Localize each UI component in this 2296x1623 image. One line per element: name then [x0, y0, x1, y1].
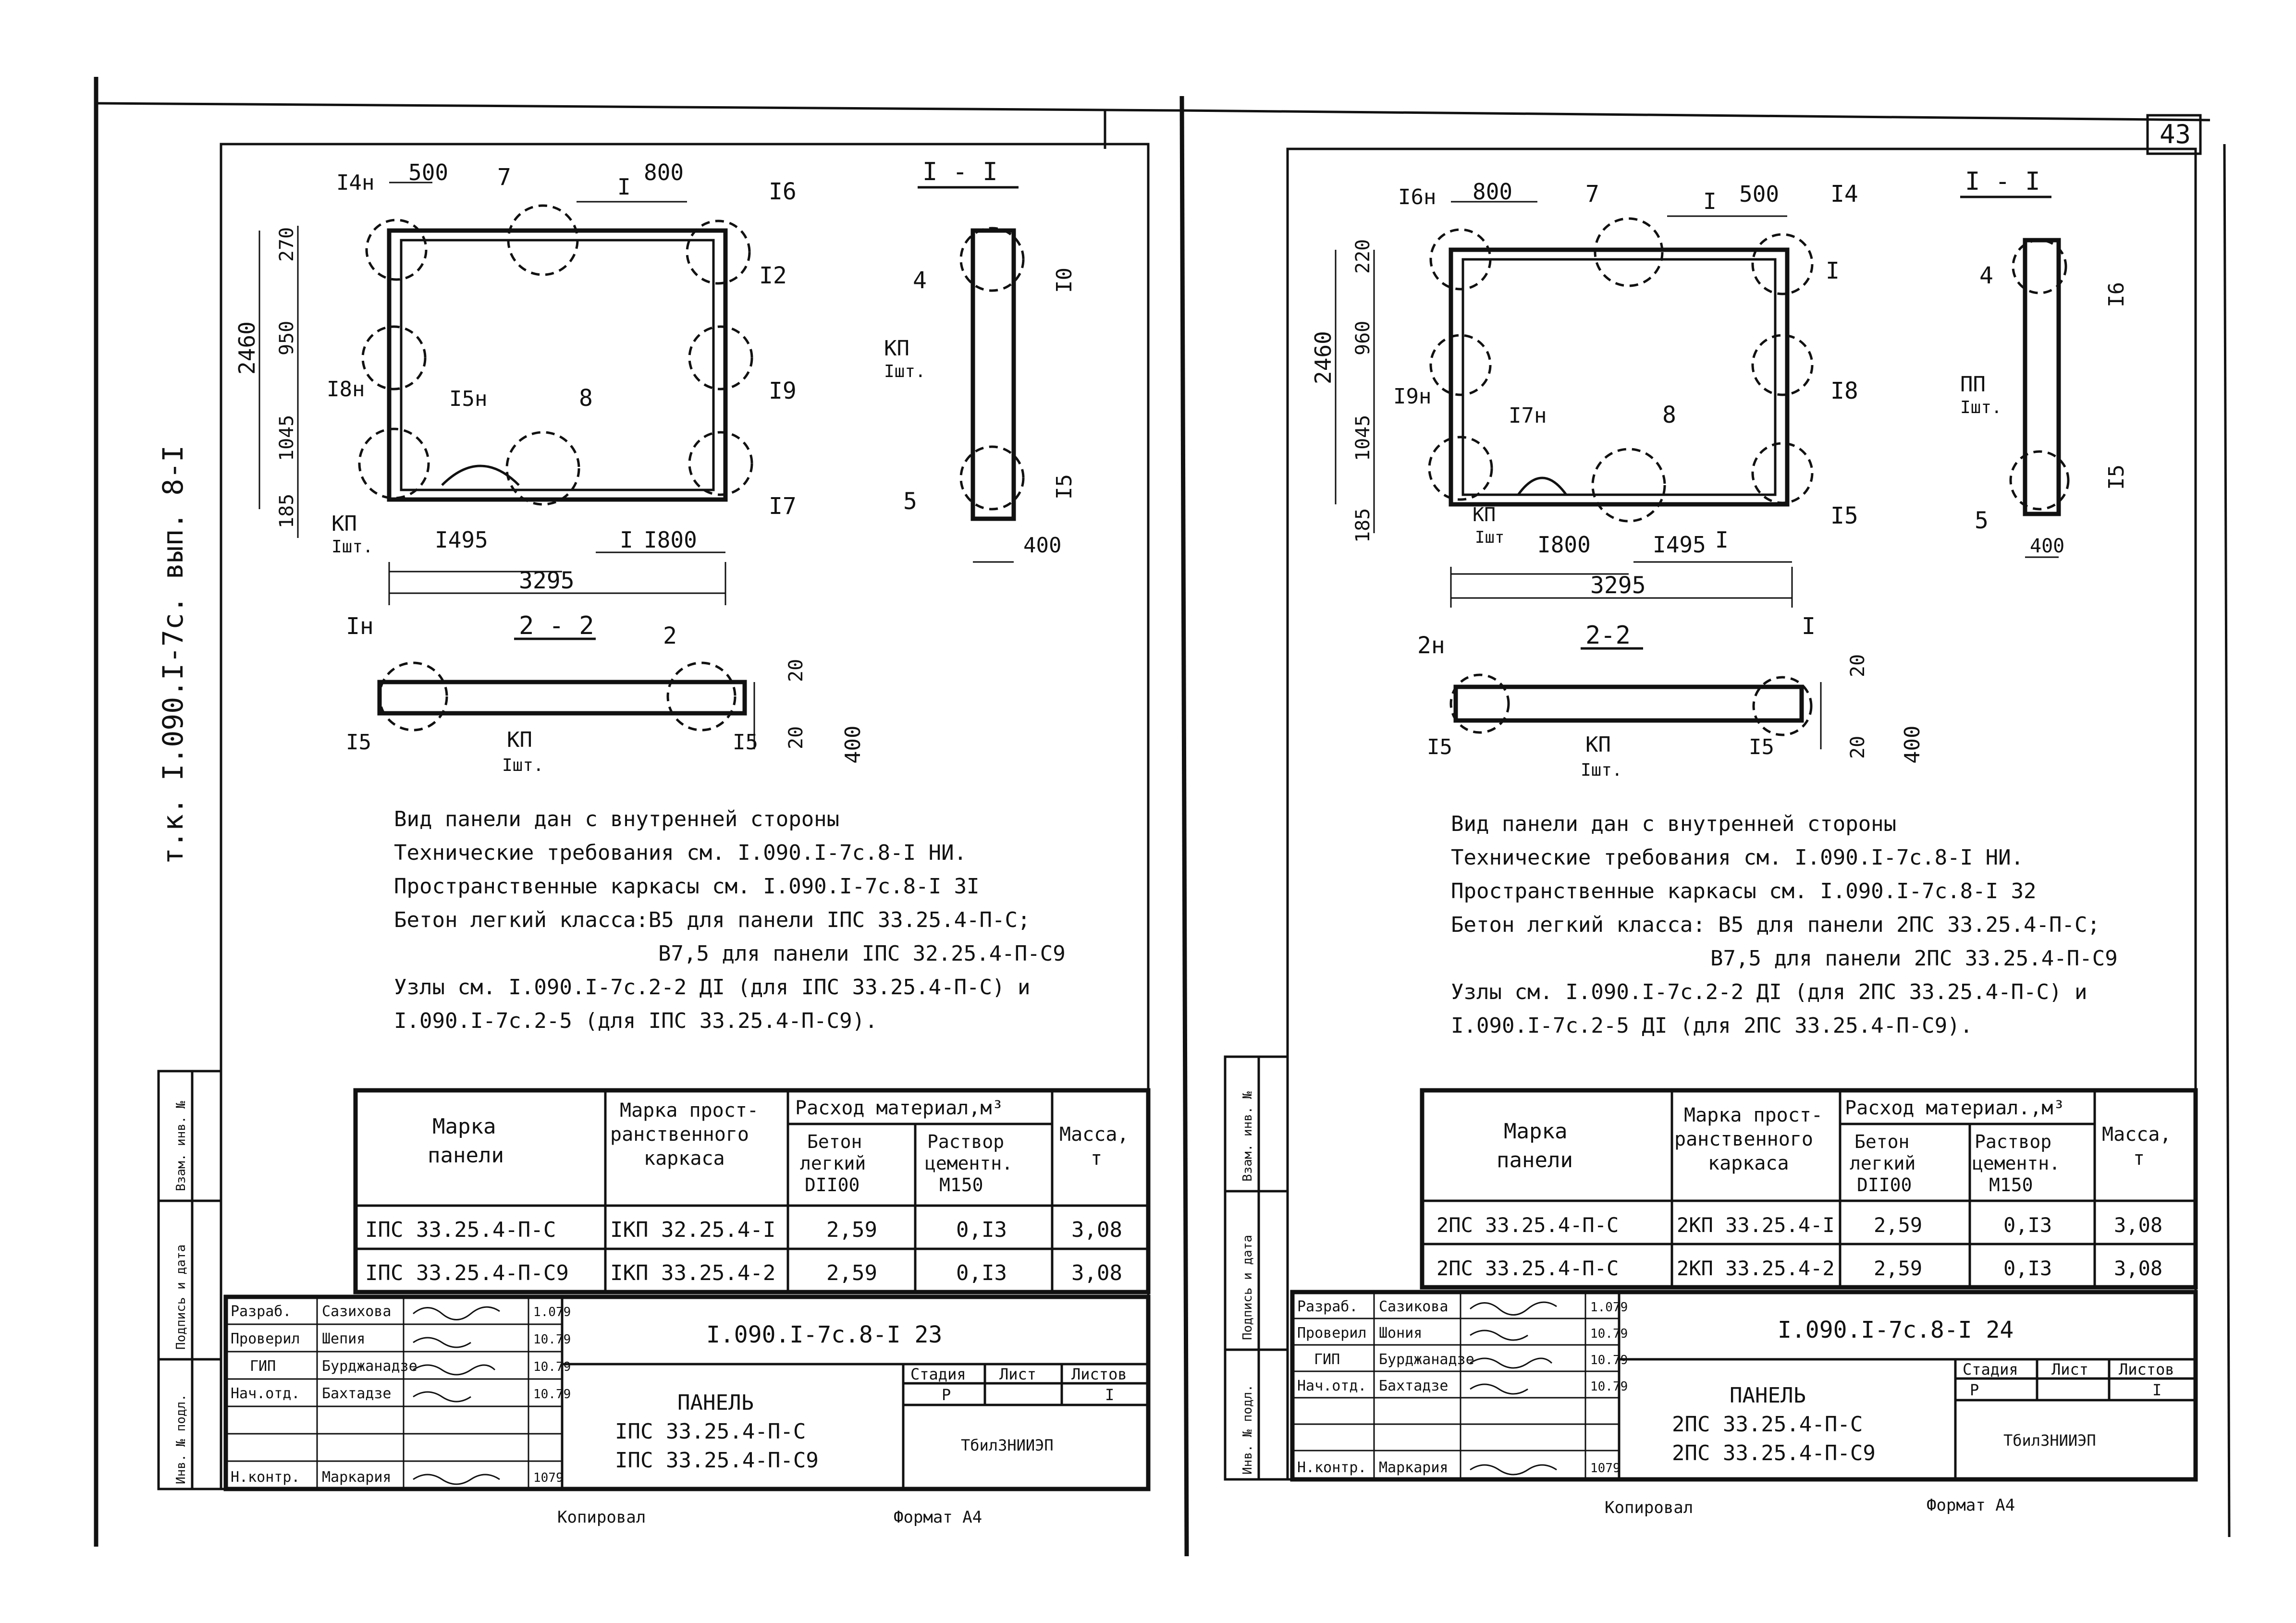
- cell-mark: 2ПС 33.25.4-П-С: [1437, 1213, 1619, 1237]
- stamp-sheets-total: I: [2152, 1381, 2162, 1399]
- th-mark-2: панели: [1497, 1148, 1573, 1172]
- section-1-1-label-15: I5: [2104, 464, 2129, 490]
- stamp-org: ТбилЗНИИЭП: [961, 1436, 1054, 1454]
- stamp-date-3: 10.79: [1590, 1353, 1628, 1367]
- stamp-date-2: 10.79: [533, 1332, 571, 1347]
- cell-concrete: 2,59: [826, 1261, 877, 1285]
- plan-label-i8: I8: [1830, 378, 1858, 404]
- stamp-title-2: 2ПС 33.25.4-П-С: [1672, 1412, 1863, 1437]
- section-2-2-label-2: 2: [663, 622, 677, 649]
- plan-label-i8n: I8н: [327, 377, 365, 402]
- note-line-2: Технические требования см. I.090.I-7с.8-I НИ.: [1451, 845, 2024, 870]
- footer-format: Формат А4: [1927, 1496, 2015, 1515]
- stamp-name-1: Сазихова: [322, 1303, 392, 1320]
- section-2-2-label-1n: Iн: [346, 613, 374, 640]
- side-label-sign: Подпись и дата: [174, 1244, 188, 1350]
- plan-dim-1045: 1045: [276, 415, 298, 461]
- stamp-role-1: Разраб.: [231, 1303, 292, 1320]
- plan-dim-i-bottom: I: [620, 527, 633, 553]
- plan-dim-1495: I495: [1653, 532, 1706, 558]
- section-1-1-label-4: 4: [913, 267, 927, 294]
- note-line-5: В7,5 для панели IПС 32.25.4-П-С9: [658, 941, 1066, 966]
- stamp-name-4: Бахтадзе: [322, 1385, 392, 1402]
- sheet-left: [159, 144, 1148, 1527]
- stamp-role-3: ГИП: [250, 1358, 276, 1375]
- section-2-2-label-15a: I5: [346, 730, 371, 755]
- stamp-name-7: Маркария: [1379, 1459, 1449, 1476]
- th-mass-2: т: [1091, 1147, 1103, 1170]
- plan-dim-800: 800: [1473, 179, 1513, 205]
- th-frame-3: каркаса: [1708, 1152, 1789, 1174]
- plan-dim-185: 185: [276, 493, 298, 528]
- th-mortar-3: M150: [939, 1174, 983, 1196]
- stamp-date-2: 10.79: [1590, 1327, 1628, 1341]
- note-line-3: Пространственные каркасы см. I.090.I-7с.8-I 32: [1451, 879, 2037, 903]
- plan-label-qty: Iшт: [1475, 528, 1505, 547]
- section-1-1-label-4: 4: [1979, 262, 1993, 289]
- th-frame-2: ранственного: [610, 1123, 749, 1146]
- th-concrete-2: легкий: [800, 1153, 866, 1174]
- plan-view: [1310, 179, 1858, 608]
- plan-dim-2460: 2460: [1310, 331, 1336, 384]
- cell-frame: 2КП 33.25.4-I: [1677, 1213, 1835, 1237]
- stamp-name-2: Шепия: [322, 1330, 366, 1347]
- stamp-name-2: Шония: [1379, 1325, 1423, 1342]
- th-concrete-2: легкий: [1850, 1153, 1916, 1174]
- plan-label-8: 8: [579, 385, 593, 412]
- plan-label-i9n: I9н: [1393, 384, 1432, 409]
- side-strip: [1225, 1057, 1288, 1479]
- section-2-2: [346, 611, 865, 775]
- footer-copied: Копировал: [1605, 1498, 1694, 1517]
- note-line-7: I.090.I-7с.2-5 ДI (для 2ПС 33.25.4-П-С9).: [1451, 1013, 1973, 1038]
- stamp-sheets-total: I: [1105, 1386, 1115, 1404]
- plan-dim-800: 800: [644, 159, 684, 185]
- stamp-role-7: Н.контр.: [1297, 1459, 1367, 1476]
- stamp-stage-header: Стадия: [910, 1365, 966, 1383]
- stamp-org: ТбилЗНИИЭП: [2003, 1431, 2096, 1450]
- plan-dim-1045: 1045: [1352, 415, 1374, 461]
- plan-label-i7n: I7н: [1509, 403, 1547, 428]
- plan-label-qty: Iшт.: [332, 537, 373, 557]
- th-frame-2: ранственного: [1674, 1128, 1813, 1150]
- th-mortar-3: M150: [1989, 1174, 2033, 1196]
- stamp-role-1: Разраб.: [1297, 1298, 1358, 1315]
- section-2-2-label-20b: 20: [1847, 735, 1869, 759]
- stamp-date-4: 10.79: [533, 1387, 571, 1402]
- section-2-2-label-qty: Iшт.: [1581, 760, 1622, 780]
- th-concrete-1: Бетон: [1854, 1131, 1910, 1152]
- section-1-1: [1960, 167, 2129, 557]
- section-1-1-label-16: I6: [2104, 282, 2129, 307]
- page-number: 43: [2160, 119, 2191, 149]
- th-consumption: Расход материал,м³: [795, 1097, 1004, 1119]
- th-mark-1: Марка: [432, 1114, 496, 1139]
- plan-label-7: 7: [497, 164, 511, 191]
- cell-mass: 3,08: [2114, 1257, 2163, 1280]
- plan-dim-1495: I495: [435, 527, 488, 553]
- cell-frame: 2КП 33.25.4-2: [1677, 1257, 1835, 1280]
- plan-label-i2: I2: [759, 262, 787, 289]
- table-row: [365, 1218, 1122, 1242]
- stamp-name-7: Маркария: [322, 1469, 392, 1486]
- stamp-sheets-header: Листов: [2119, 1360, 2174, 1379]
- plan-label-kp: КП: [1473, 504, 1496, 526]
- stamp-title-3: IПС 33.25.4-П-С9: [615, 1448, 819, 1473]
- section-2-2-label-15b: I5: [1749, 735, 1774, 759]
- spine-label: т.к. I.090.I-7с. вып. 8-I: [157, 445, 189, 865]
- cell-mortar: 0,I3: [2003, 1257, 2052, 1280]
- side-label-sign: Подпись и дата: [1240, 1234, 1255, 1340]
- title-block: [1292, 1292, 2196, 1479]
- th-mass-1: Масса,: [1059, 1123, 1129, 1146]
- node-circles: [359, 206, 752, 504]
- side-label-inv: Инв. № подл.: [174, 1394, 188, 1484]
- cell-mortar: 0,I3: [956, 1261, 1007, 1285]
- note-line-1: Вид панели дан с внутренней стороны: [1451, 812, 1897, 836]
- cell-frame: IКП 33.25.4-2: [610, 1261, 776, 1285]
- plan-label-i9: I9: [769, 378, 797, 404]
- plan-dim-500: 500: [1739, 181, 1780, 207]
- plan-view: [234, 159, 797, 605]
- plan-label-7: 7: [1585, 181, 1599, 207]
- stamp-doc-code: I.090.I-7с.8-I 24: [1778, 1317, 2014, 1343]
- plan-label-i: I: [1826, 257, 1840, 284]
- notes: [394, 807, 1066, 1033]
- stamp-name-3: Бурджанадзе: [322, 1358, 417, 1375]
- th-consumption: Расход материал.,м³: [1845, 1097, 2065, 1119]
- section-2-2-label-400: 400: [1900, 725, 1925, 764]
- th-mortar-2: цементн.: [1972, 1153, 2061, 1174]
- stamp-role-7: Н.контр.: [231, 1469, 300, 1486]
- section-1-1-label-qty: Iшт.: [884, 362, 926, 381]
- table-row: [1437, 1213, 2162, 1237]
- stamp-title-2: IПС 33.25.4-П-С: [615, 1419, 806, 1444]
- cell-mass: 3,08: [1071, 1261, 1122, 1285]
- side-label-replace: Взам. инв. №: [1240, 1091, 1255, 1182]
- cell-mark: IПС 33.25.4-П-С9: [365, 1261, 569, 1285]
- plan-dim-i-bottom: I: [1715, 527, 1729, 553]
- stamp-date-3: 10.79: [533, 1360, 571, 1374]
- cell-mass: 3,08: [2114, 1213, 2163, 1237]
- plan-dim-i: I: [1703, 188, 1717, 214]
- section-2-2-label-kp: КП: [507, 728, 532, 752]
- plan-dim-i: I: [617, 174, 631, 200]
- section-2-2-label-20b: 20: [785, 726, 807, 749]
- plan-dim-185: 185: [1352, 508, 1374, 543]
- section-1-1-label-400: 400: [1023, 533, 1062, 558]
- stamp-stage: Р: [942, 1386, 951, 1404]
- cell-concrete: 2,59: [1874, 1257, 1923, 1280]
- plan-label-i6n: I6н: [1398, 185, 1437, 209]
- stamp-stage: Р: [1970, 1381, 1979, 1399]
- th-mark-1: Марка: [1504, 1119, 1568, 1144]
- section-2-2-label-20a: 20: [785, 659, 807, 682]
- th-frame-1: Марка прост-: [620, 1099, 759, 1122]
- stamp-role-4: Нач.отд.: [1297, 1378, 1367, 1394]
- plan-label-i4: I4: [1830, 181, 1858, 207]
- sheet-right: [1225, 149, 2196, 1517]
- section-2-2-title: 2 - 2: [519, 611, 594, 640]
- stamp-role-2: Проверил: [1297, 1325, 1367, 1342]
- plan-dim-3295: 3295: [519, 567, 575, 594]
- plan-label-i5: I5: [1830, 502, 1858, 529]
- node-circles: [1429, 219, 1812, 521]
- table-row: [1437, 1257, 2162, 1280]
- signature-scribbles: [1470, 1302, 1557, 1475]
- stamp-title-1: ПАНЕЛЬ: [677, 1391, 754, 1415]
- note-line-3: Пространственные каркасы см. I.090.I-7с.8-I 3I: [394, 874, 980, 899]
- cell-frame: IКП 32.25.4-I: [610, 1218, 776, 1242]
- section-1-1-label-400: 400: [2030, 535, 2065, 557]
- title-block: [226, 1297, 1148, 1489]
- th-mark-2: панели: [428, 1143, 504, 1168]
- note-line-6: Узлы см. I.090.I-7с.2-2 ДI (для 2ПС 33.25.4-П-С) и: [1451, 980, 2087, 1004]
- stamp-date-7: 1079: [533, 1471, 564, 1485]
- cell-concrete: 2,59: [826, 1218, 877, 1242]
- plan-label-i4n: I4н: [336, 171, 375, 195]
- stamp-sheet-header: Лист: [999, 1365, 1037, 1383]
- stamp-role-3: ГИП: [1314, 1351, 1340, 1368]
- section-2-2-label-400: 400: [841, 725, 865, 764]
- spec-table: [1422, 1090, 2196, 1287]
- stamp-role-2: Проверил: [231, 1330, 300, 1347]
- footer-copied: Копировал: [557, 1508, 646, 1527]
- section-1-1-label-15: I5: [1052, 474, 1077, 500]
- side-label-replace: Взам. инв. №: [174, 1101, 188, 1191]
- plan-label-i7: I7: [769, 493, 797, 520]
- section-1-1-label-5: 5: [1975, 507, 1989, 534]
- stamp-date-7: 1079: [1590, 1461, 1621, 1476]
- th-mass-1: Масса,: [2102, 1123, 2172, 1146]
- section-2-2-label-15b: I5: [733, 730, 758, 755]
- plan-dim-270: 270: [276, 227, 298, 262]
- stamp-title-3: 2ПС 33.25.4-П-С9: [1672, 1441, 1876, 1465]
- plan-dim-2460: 2460: [234, 321, 260, 375]
- plan-dim-1800: I800: [1537, 532, 1591, 558]
- th-mortar-1: Раствор: [1975, 1131, 2052, 1152]
- section-2-2-label-2n: 2н: [1417, 632, 1445, 659]
- stamp-name-3: Бурджанадзе: [1379, 1351, 1474, 1368]
- section-1-1-label-pp: ПП: [1960, 372, 1986, 397]
- stamp-date-4: 10.79: [1590, 1379, 1628, 1394]
- note-line-4: Бетон легкий класса: В5 для панели 2ПС 33.25.4-П-С;: [1451, 913, 2100, 937]
- plan-dim-220: 220: [1352, 239, 1374, 274]
- section-1-1-label-10: I0: [1052, 268, 1077, 293]
- cell-mass: 3,08: [1071, 1218, 1122, 1242]
- th-concrete-3: DII00: [1857, 1174, 1912, 1196]
- section-1-1-title: I - I: [922, 158, 998, 186]
- cell-mark: IПС 33.25.4-П-С: [365, 1218, 556, 1242]
- note-line-5: В7,5 для панели 2ПС 33.25.4-П-С9: [1710, 946, 2118, 971]
- stamp-sheets-header: Листов: [1071, 1365, 1127, 1383]
- signature-scribbles: [413, 1307, 500, 1484]
- th-frame-1: Марка прост-: [1684, 1104, 1823, 1126]
- stamp-date-1: 1.079: [533, 1305, 571, 1319]
- plan-dim-3295: 3295: [1590, 572, 1646, 599]
- plan-label-kp: КП: [332, 512, 357, 536]
- section-1-1-label-qty: Iшт.: [1960, 398, 2002, 417]
- note-line-4: Бетон легкий класса:В5 для панели IПС 33.25.4-П-С;: [394, 908, 1031, 932]
- stamp-date-1: 1.079: [1590, 1300, 1628, 1315]
- note-line-2: Технические требования см. I.090.I-7с.8-I НИ.: [394, 841, 967, 865]
- cell-mortar: 0,I3: [2003, 1213, 2052, 1237]
- stamp-sheet-header: Лист: [2051, 1360, 2089, 1379]
- th-mass-2: т: [2133, 1147, 2145, 1170]
- plan-dim-950: 950: [276, 320, 298, 355]
- plan-dim-1800: I800: [644, 527, 697, 553]
- side-label-inv: Инв. № подл.: [1240, 1384, 1255, 1475]
- section-2-2-label-qty: Iшт.: [502, 756, 544, 775]
- note-line-1: Вид панели дан с внутренней стороны: [394, 807, 840, 831]
- spec-table: [356, 1090, 1148, 1292]
- plan-label-i6: I6: [769, 178, 797, 205]
- th-concrete-3: DII00: [805, 1174, 860, 1196]
- section-2-2-label-15a: I5: [1427, 735, 1452, 759]
- section-2-2-label-20a: 20: [1847, 654, 1869, 677]
- side-strip: [159, 1071, 221, 1489]
- stamp-name-4: Бахтадзе: [1379, 1378, 1449, 1394]
- section-2-2-label-kp: КП: [1585, 732, 1611, 757]
- stamp-title-1: ПАНЕЛЬ: [1730, 1383, 1806, 1408]
- stamp-stage-header: Стадия: [1963, 1360, 2018, 1379]
- section-1-1: [884, 158, 1077, 562]
- section-1-1-title: I - I: [1965, 167, 2040, 196]
- plan-label-i5n: I5н: [449, 387, 488, 411]
- table-row: [365, 1261, 1122, 1285]
- note-line-6: Узлы см. I.090.I-7с.2-2 ДI (для IПС 33.25.4-П-С) и: [394, 975, 1031, 1000]
- stamp-role-4: Нач.отд.: [231, 1385, 300, 1402]
- stamp-doc-code: I.090.I-7с.8-I 23: [706, 1321, 943, 1348]
- plan-dim-960: 960: [1352, 320, 1374, 355]
- cell-concrete: 2,59: [1874, 1213, 1923, 1237]
- plan-dim-500: 500: [408, 159, 449, 185]
- cell-mortar: 0,I3: [956, 1218, 1007, 1242]
- th-mortar-1: Раствор: [927, 1131, 1005, 1152]
- notes: [1451, 812, 2118, 1038]
- th-concrete-1: Бетон: [807, 1131, 862, 1152]
- note-line-7: I.090.I-7с.2-5 (для IПС 33.25.4-П-С9).: [394, 1009, 878, 1033]
- th-mortar-2: цементн.: [925, 1153, 1013, 1174]
- plan-label-8: 8: [1662, 402, 1676, 428]
- th-frame-3: каркаса: [644, 1147, 725, 1170]
- cell-mark: 2ПС 33.25.4-П-С: [1437, 1257, 1619, 1280]
- footer-format: Формат А4: [894, 1508, 982, 1527]
- section-2-2: [1417, 613, 1925, 780]
- section-2-2-title: 2-2: [1585, 621, 1631, 650]
- section-2-2-label-1: I: [1802, 613, 1816, 640]
- stamp-name-1: Сазикова: [1379, 1298, 1449, 1315]
- section-1-1-label-kp: КП: [884, 336, 909, 361]
- section-1-1-label-5: 5: [903, 488, 917, 515]
